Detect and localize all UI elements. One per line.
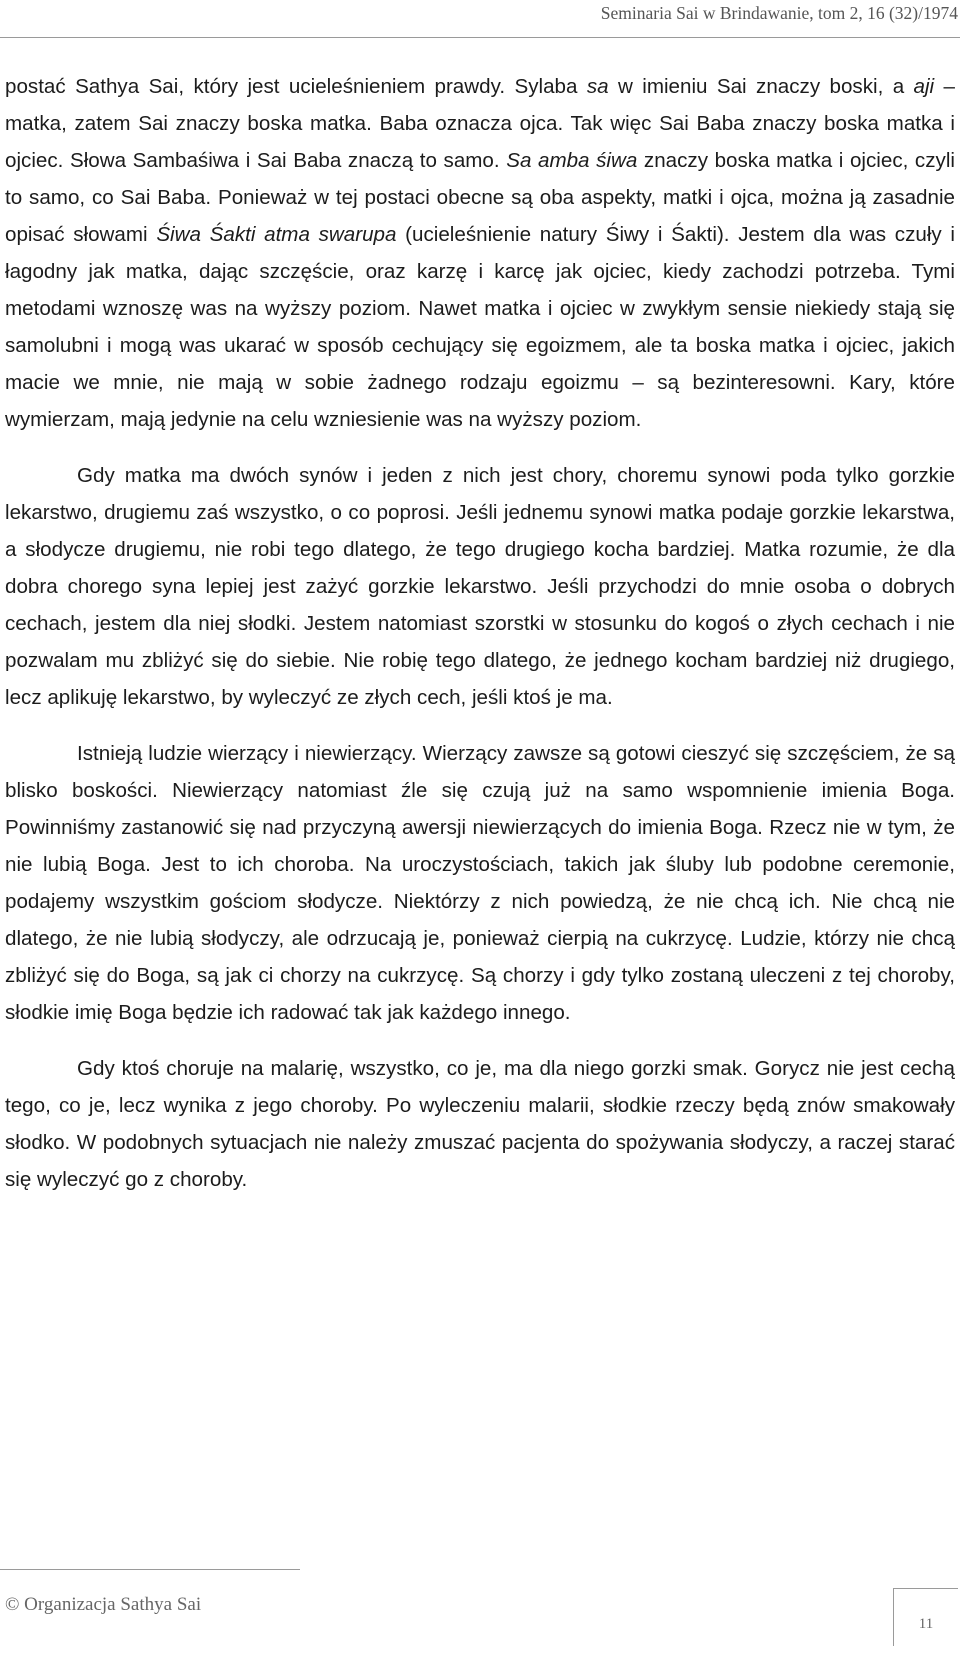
italic-term: Śiwa Śakti atma swarupa	[156, 223, 397, 246]
text-segment: znaczy boska matka i ojciec, czyli to samo, co Sai Baba. Ponieważ w tej postaci obecne są oba aspekty, matki i ojca, można ją zasadnie opisać słowami	[5, 149, 955, 246]
header-divider	[0, 37, 960, 38]
text-segment: postać Sathya Sai, który jest ucieleśnieniem prawdy. Sylaba	[5, 75, 587, 98]
page-header	[0, 0, 960, 40]
italic-term: aji	[913, 75, 935, 98]
body-text	[5, 68, 955, 1217]
paragraph	[5, 457, 955, 716]
paragraph	[5, 68, 955, 438]
text-segment: – matka, zatem Sai znaczy boska matka. Baba oznacza ojca. Tak więc Sai Baba znaczy boska matka i ojciec. Słowa Sambaśiwa i Sai Baba znaczą to samo.	[5, 75, 955, 172]
text-segment: w imieniu Sai znaczy boski, a	[608, 75, 914, 98]
footer-divider	[0, 1569, 300, 1570]
italic-term: Sa amba śiwa	[506, 149, 638, 172]
paragraph	[5, 1050, 955, 1198]
text-segment: Istnieją ludzie wierzący i niewierzący. Wierzący zawsze są gotowi cieszyć się szczęściem, że są blisko boskości. Niewierzący natomiast źle się czują już na samo wspomnienie imienia Boga. Powinniśmy zastanowić się nad przyczyną awersji niewierzących do imienia Boga. Rzecz nie w tym, że nie lubią Boga. Jest to ich choroba. Na uroczystościach, takich jak śluby lub podobne ceremonie, podajemy wszystkim gościom słodycze. Niektórzy z nich powiedzą, że nie chcą ich. Nie chcą nie dlatego, że nie lubią słodyczy, ale odrzucają je, ponieważ cierpią na cukrzycę. Ludzie, którzy nie chcą zbliżyć się do Boga, są jak ci chorzy na cukrzycę. Są chorzy i gdy tylko zostaną uleczeni z tej choroby, słodkie imię Boga będzie ich radować tak jak każdego innego.	[5, 742, 955, 1024]
page-number: 11	[918, 1616, 934, 1632]
italic-term: sa	[586, 75, 609, 98]
text-segment: Gdy ktoś choruje na malarię, wszystko, co je, ma dla niego gorzki smak. Gorycz nie jest cechą tego, co je, lecz wynika z jego choroby. Po wyleczeniu malarii, słodkie rzeczy będą znów smakowały słodko. W podobnych sytuacjach nie należy zmuszać pacjenta do spożywania słodyczy, a raczej starać się wyleczyć go z choroby.	[5, 1057, 955, 1191]
running-title: Seminaria Sai w Brindawanie, tom 2, 16 (32)/1974	[600, 3, 958, 23]
page-number-box	[893, 1588, 958, 1646]
footer-copyright: © Organizacja Sathya Sai	[5, 1594, 202, 1615]
paragraph	[5, 735, 955, 1031]
text-segment: (ucieleśnienie natury Śiwy i Śakti). Jestem dla was czuły i łagodny jak matka, dając szczęście, oraz karzę i karcę jak ojciec, kiedy zachodzi potrzeba. Tymi metodami wznoszę was na wyższy poziom. Nawet matka i ojciec w zwykłym sensie niekiedy stają się samolubni i mogą was ukarać w sposób cechujący się egoizmem, ale ta boska matka i ojciec, jakich macie we mnie, nie mają w sobie żadnego rodzaju egoizmu – są bezinteresowni. Kary, które wymierzam, mają jedynie na celu wzniesienie was na wyższy poziom.	[5, 223, 955, 431]
text-segment: Gdy matka ma dwóch synów i jeden z nich jest chory, choremu synowi poda tylko gorzkie lekarstwo, drugiemu zaś wszystko, o co poprosi. Jeśli jednemu synowi matka podaje gorzkie lekarstwa, a słodycze drugiemu, nie robi tego dlatego, że tego drugiego kocha bardziej. Matka rozumie, że dla dobra chorego syna lepiej jest zażyć gorzkie lekarstwo. Jeśli przychodzi do mnie osoba o dobrych cechach, jestem dla niej słodki. Jestem natomiast szorstki w stosunku do kogoś o złych cechach i nie pozwalam mu zbliżyć się do siebie. Nie robię tego dlatego, że jednego kocham bardziej niż drugiego, lecz aplikuję lekarstwo, by wyleczyć ze złych cech, jeśli ktoś je ma.	[5, 464, 955, 709]
